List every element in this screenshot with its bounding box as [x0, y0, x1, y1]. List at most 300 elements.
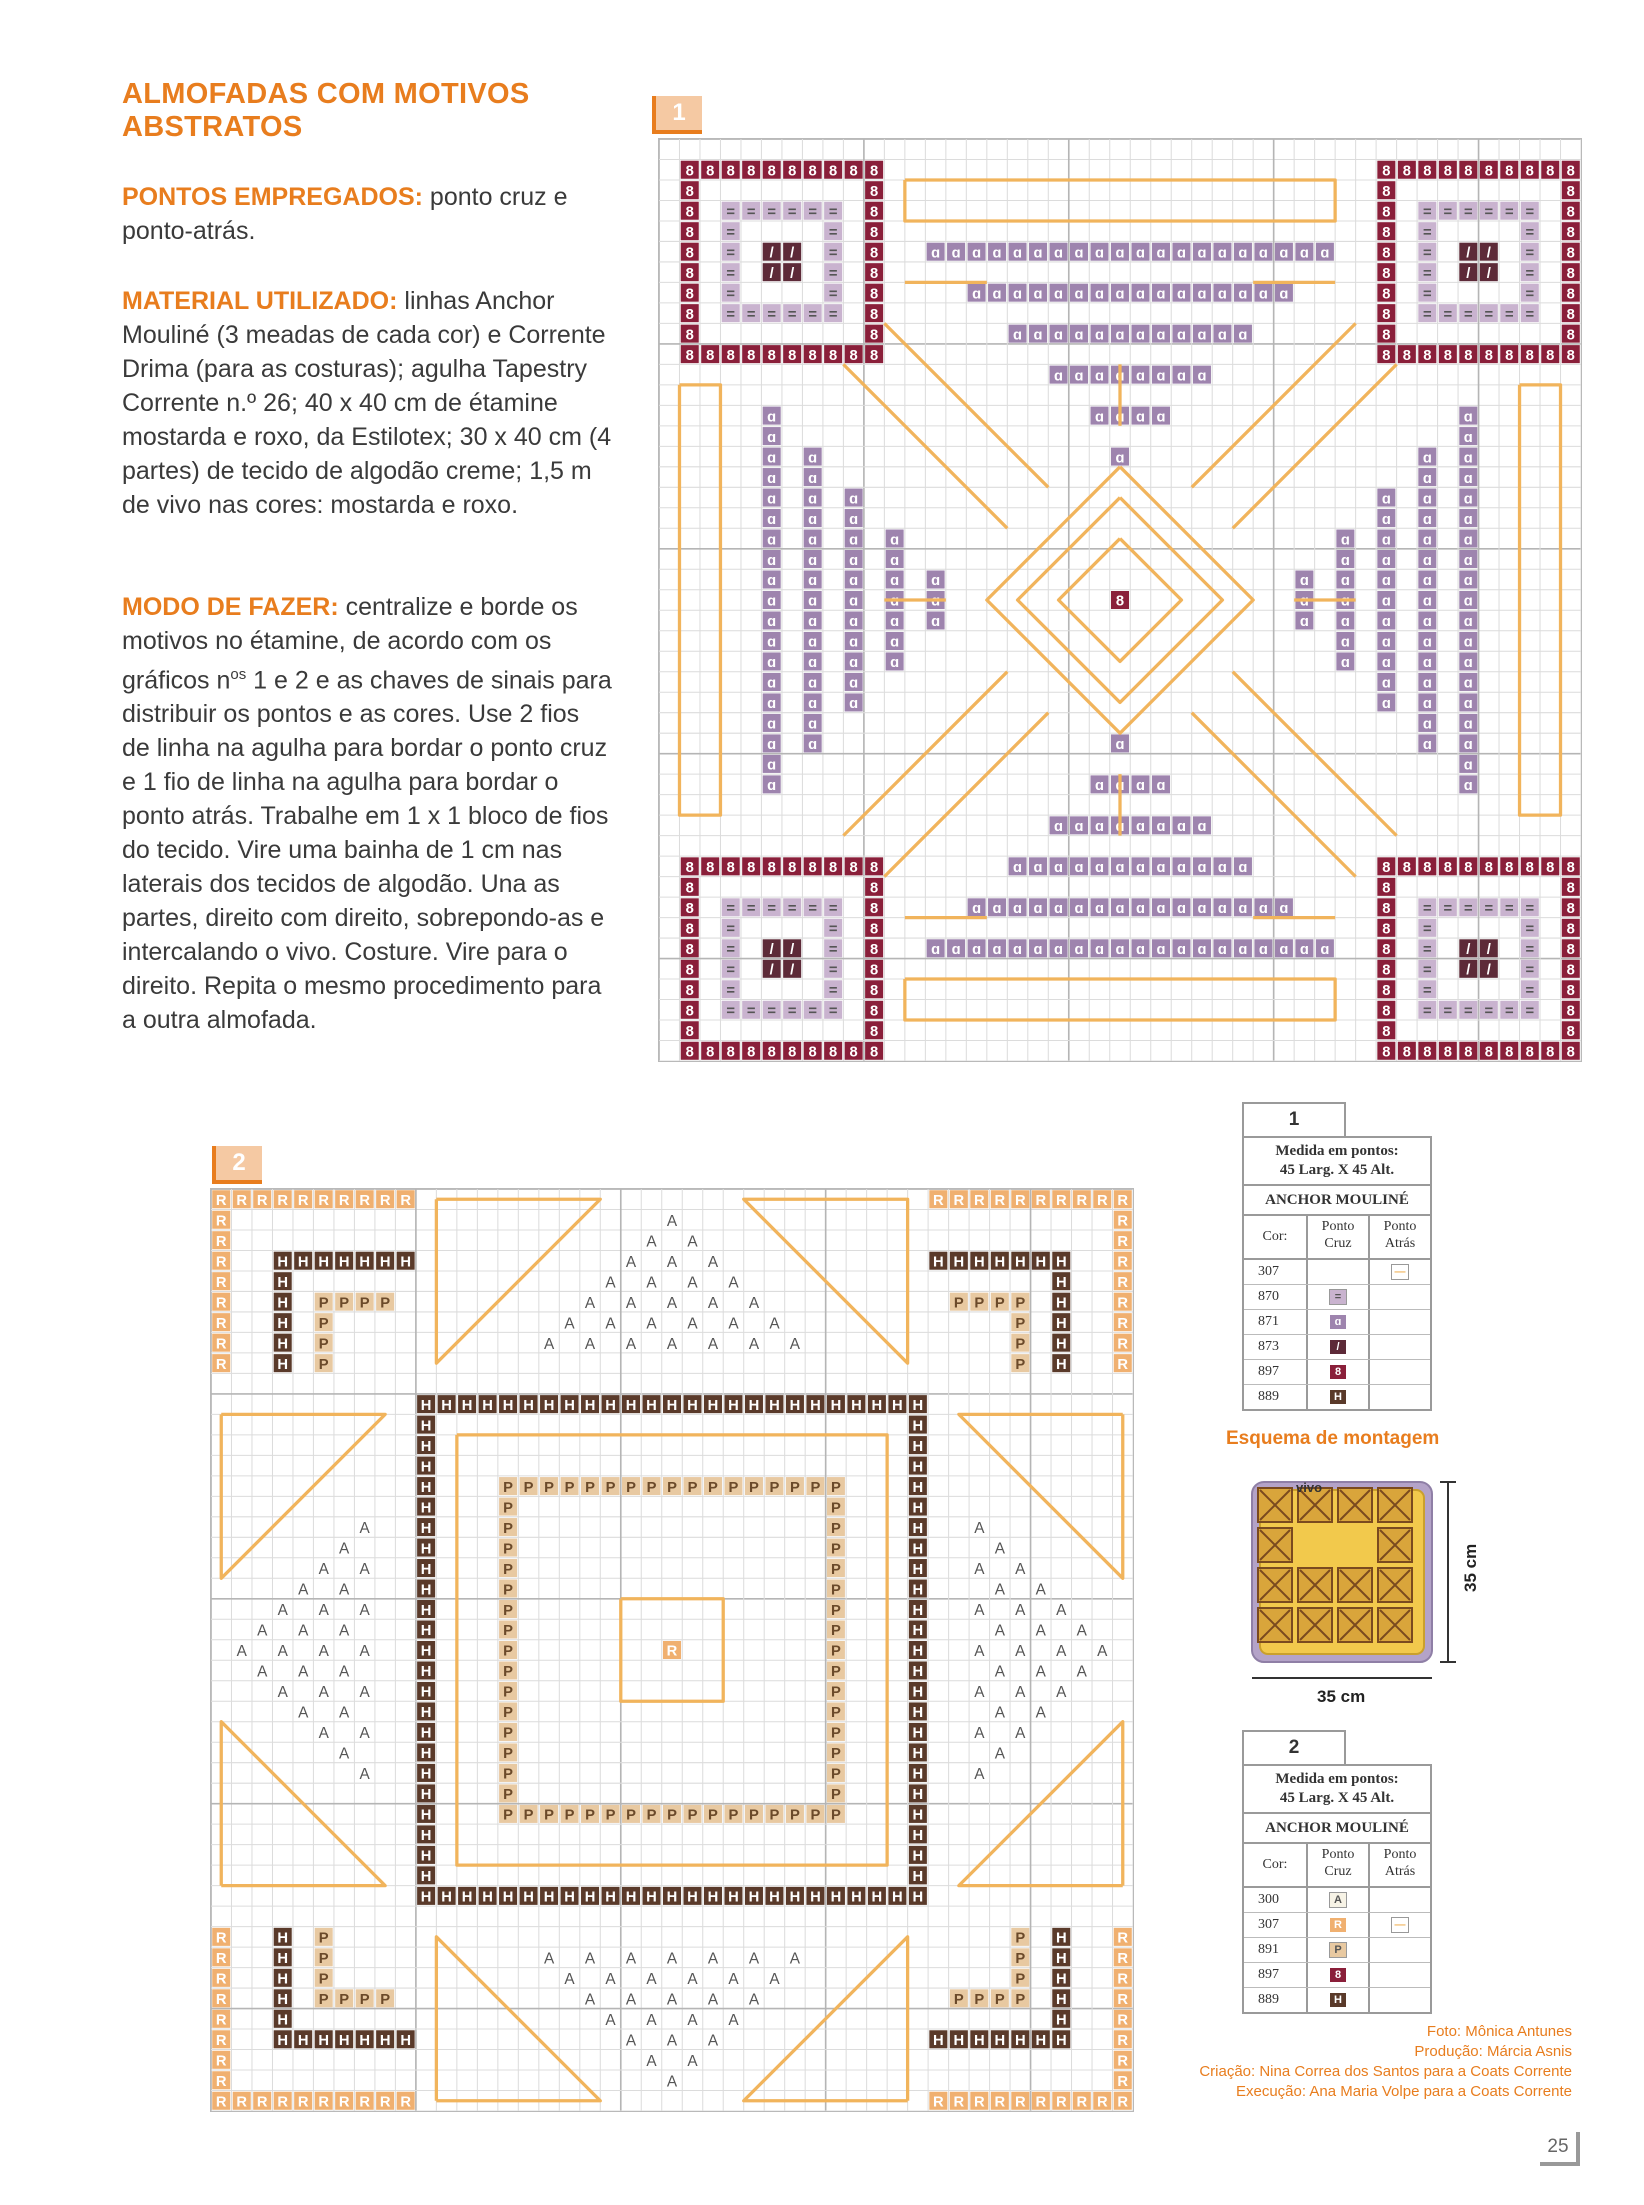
stitch-symbol: [829, 983, 838, 999]
stitch-symbol: [1056, 1684, 1067, 1701]
stitch-symbol: [913, 1398, 924, 1414]
stitch-symbol: [931, 942, 940, 958]
stitch-symbol: [931, 573, 940, 589]
stitch-symbol: [319, 1357, 329, 1373]
stitch-symbol: [1177, 368, 1186, 384]
stitch-symbol: [585, 1950, 596, 1967]
stitch-symbol: [808, 512, 817, 528]
stitch-symbol: [1464, 512, 1473, 528]
stitch-symbol: [503, 1541, 513, 1557]
stitch-symbol: [1054, 245, 1063, 261]
stitch-symbol: [1382, 184, 1390, 200]
key-color-code: 891: [1244, 1938, 1308, 1962]
stitch-symbol: [1525, 286, 1534, 302]
stitch-symbol: [972, 286, 981, 302]
stitch-symbol: [913, 1500, 924, 1516]
stitch-symbol: [1444, 163, 1452, 179]
stitch-symbol: [544, 1398, 555, 1414]
stitch-symbol: [319, 1316, 329, 1332]
stitch-symbol: [1423, 307, 1432, 323]
modo-sup: os: [230, 666, 247, 683]
stitch-symbol: [1036, 1582, 1047, 1599]
stitch-symbol: [626, 1890, 637, 1906]
stitch-symbol: [954, 2094, 965, 2110]
stitch-symbol: [831, 1541, 841, 1557]
stitch-symbol: [831, 1808, 841, 1824]
stitch-symbol: [1466, 245, 1470, 261]
stitch-symbol: [829, 348, 837, 364]
stitch-symbol: [1382, 204, 1390, 220]
stitch-symbol: [1015, 2033, 1026, 2049]
stitch-symbol: [544, 1336, 555, 1353]
stitch-symbol: [360, 1295, 370, 1311]
stitch-symbol: [1567, 163, 1575, 179]
stitch-symbol: [872, 1398, 883, 1414]
stitch-symbol: [767, 573, 776, 589]
stitch-symbol: [1279, 942, 1288, 958]
stitch-symbol: [728, 1971, 739, 1988]
stitch-symbol: [565, 1808, 575, 1824]
stitch-symbol: [1423, 1044, 1431, 1060]
stitch-symbol: [1034, 942, 1043, 958]
stitch-symbol: [913, 1767, 924, 1783]
stitch-symbol: [319, 1725, 330, 1742]
stitch-symbol: [974, 1254, 985, 1270]
stitch-symbol: [1034, 860, 1043, 876]
stitch-symbol: [380, 1193, 391, 1209]
stitch-symbol: [1423, 553, 1432, 569]
stitch-symbol: [421, 1582, 432, 1598]
stitch-symbol: [1156, 901, 1165, 917]
modo-label: MODO DE FAZER:: [122, 593, 339, 621]
stitch-symbol: [790, 1480, 800, 1496]
stitch-symbol: [831, 1623, 841, 1639]
stitch-symbol: [829, 1004, 838, 1020]
stitch-symbol: [1444, 1004, 1453, 1020]
stitch-symbol: [277, 1357, 288, 1373]
stitch-symbol: [1382, 225, 1390, 241]
stitch-symbol: [770, 245, 774, 261]
stitch-symbol: [870, 1004, 878, 1020]
stitch-symbol: [726, 307, 735, 323]
stitch-symbol: [1015, 1951, 1025, 1967]
material-text: linhas Anchor Mouliné (3 meadas de cada cor) e Corrente Drima (para as costuras); agulha Tapestry Corrente n.º 26; 40 x 40 cm de étamine mostarda e roxo, da Estilotex; 30 x 40 cm (4 partes) de tecido de algodão creme; 1,5 m de vivo nas cores: mostarda e roxo.: [122, 287, 612, 519]
stitch-symbol: [1464, 717, 1473, 733]
stitch-symbol: [729, 1480, 739, 1496]
stitch-symbol: [359, 1193, 370, 1209]
stitch-symbol: [726, 922, 735, 938]
stitch-symbol: [913, 1849, 924, 1865]
key-cross-swatch: A: [1329, 1892, 1347, 1908]
stitch-symbol: [667, 1950, 678, 1967]
stitch-symbol: [687, 1398, 698, 1414]
stitch-symbol: [1423, 245, 1432, 261]
stitch-symbol: [686, 942, 694, 958]
stitch-symbol: [708, 1254, 719, 1271]
stitch-symbol: [728, 1890, 739, 1906]
stitch-symbol: [995, 1746, 1006, 1763]
stitch-symbol: [667, 1890, 678, 1906]
stitch-symbol: [216, 2054, 227, 2070]
stitch-symbol: [298, 1664, 309, 1681]
credit-line: Produção: Márcia Asnis: [1414, 2043, 1572, 2060]
stitch-symbol: [1156, 409, 1165, 425]
stitch-symbol: [1013, 286, 1022, 302]
stitch-symbol: [829, 286, 838, 302]
stitch-symbol: [646, 1890, 657, 1906]
key-cross-swatch: ɑ: [1330, 1315, 1346, 1329]
stitch-symbol: [318, 1254, 329, 1270]
stitch-symbol: [1117, 2054, 1128, 2070]
stitch-symbol: [1484, 901, 1493, 917]
stitch-symbol: [1423, 901, 1432, 917]
stitch-symbol: [1197, 327, 1206, 343]
stitch-symbol: [974, 2033, 985, 2049]
stitch-symbol: [1077, 1664, 1088, 1681]
stitch-symbol: [1567, 881, 1575, 897]
stitch-symbol: [767, 204, 776, 220]
stitch-symbol: [890, 594, 899, 610]
stitch-symbol: [1525, 983, 1534, 999]
stitch-symbol: [605, 2012, 616, 2029]
stitch-symbol: [1259, 901, 1268, 917]
stitch-symbol: [626, 1254, 637, 1271]
stitch-symbol: [831, 1787, 841, 1803]
stitch-symbol: [1075, 901, 1084, 917]
stitch-symbol: [1464, 635, 1473, 651]
stitch-symbol: [952, 245, 961, 261]
stitch-symbol: [646, 1274, 657, 1291]
stitch-symbol: [767, 491, 776, 507]
stitch-symbol: [850, 1044, 858, 1060]
stitch-symbol: [626, 1295, 637, 1312]
stitch-symbol: [1525, 901, 1534, 917]
stitch-symbol: [1382, 1044, 1390, 1060]
stitch-symbol: [767, 778, 776, 794]
stitch-symbol: [1279, 286, 1288, 302]
stitch-symbol: [1156, 245, 1165, 261]
stitch-symbol: [1054, 327, 1063, 343]
stitch-symbol: [849, 635, 858, 651]
stitch-symbol: [686, 881, 694, 897]
stitch-symbol: [1136, 409, 1145, 425]
stitch-symbol: [1054, 368, 1063, 384]
credits: [1199, 2022, 1572, 2102]
stitch-symbol: [626, 1398, 637, 1414]
stitch-symbol: [1056, 1992, 1067, 2008]
stitch-symbol: [564, 1398, 575, 1414]
stitch-symbol: [1423, 163, 1431, 179]
stitch-symbol: [1054, 819, 1063, 835]
stitch-symbol: [1464, 676, 1473, 692]
stitch-symbol: [1505, 204, 1514, 220]
stitch-symbol: [913, 1439, 924, 1455]
stitch-symbol: [687, 1233, 698, 1250]
page-number: 25: [1540, 2132, 1580, 2166]
stitch-symbol: [1464, 778, 1473, 794]
stitch-symbol: [892, 1398, 903, 1414]
stitch-symbol: [686, 1004, 694, 1020]
stitch-symbol: [319, 1684, 330, 1701]
stitch-symbol: [339, 2033, 350, 2049]
key-color-code: 307: [1244, 1260, 1308, 1284]
stitch-symbol: [319, 1336, 329, 1352]
stitch-symbol: [809, 163, 817, 179]
stitch-symbol: [870, 922, 878, 938]
key-2-size2: 45 Larg. X 45 Alt.: [1279, 1790, 1395, 1806]
stitch-symbol: [706, 348, 714, 364]
stitch-symbol: [647, 1808, 657, 1824]
key-color-code: 889: [1244, 1988, 1308, 2012]
stitch-symbol: [360, 1992, 370, 2008]
stitch-symbol: [339, 1623, 350, 1640]
stitch-symbol: [747, 1004, 756, 1020]
stitch-symbol: [1382, 512, 1391, 528]
stitch-symbol: [993, 942, 1002, 958]
stitch-symbol: [726, 225, 735, 241]
stitch-symbol: [1136, 942, 1145, 958]
stitch-symbol: [1423, 922, 1432, 938]
stitch-symbol: [503, 1664, 513, 1680]
stitch-symbol: [1567, 286, 1575, 302]
stitch-symbol: [319, 1992, 329, 2008]
stitch-symbol: [1117, 1254, 1128, 1270]
stitch-symbol: [441, 1890, 452, 1906]
stitch-symbol: [1464, 450, 1473, 466]
stitch-symbol: [1036, 1623, 1047, 1640]
stitch-symbol: [400, 1193, 411, 1209]
stitch-symbol: [1035, 2094, 1046, 2110]
stitch-symbol: [810, 1398, 821, 1414]
stitch-symbol: [1115, 737, 1124, 753]
stitch-symbol: [421, 1726, 432, 1742]
key-back-swatch: —: [1391, 1264, 1409, 1280]
stitch-symbol: [706, 1044, 714, 1060]
stitch-symbol: [747, 163, 755, 179]
stitch-symbol: [870, 204, 878, 220]
stitch-symbol: [747, 204, 756, 220]
stitch-symbol: [1054, 286, 1063, 302]
stitch-symbol: [870, 881, 878, 897]
stitch-symbol: [726, 942, 735, 958]
stitch-symbol: [319, 1972, 329, 1988]
pontos-text: ponto cruz e ponto-atrás.: [122, 183, 568, 245]
stitch-symbol: [1056, 1357, 1067, 1373]
stitch-symbol: [767, 901, 776, 917]
stitch-symbol: [831, 1398, 842, 1414]
stitch-symbol: [829, 942, 838, 958]
stitch-symbol: [851, 1890, 862, 1906]
stitch-symbol: [1423, 676, 1432, 692]
stitch-symbol: [1035, 1193, 1046, 1209]
stitch-symbol: [1341, 655, 1350, 671]
stitch-symbol: [1156, 942, 1165, 958]
stitch-symbol: [1156, 368, 1165, 384]
stitch-symbol: [647, 1480, 657, 1496]
stitch-symbol: [831, 1726, 841, 1742]
stitch-symbol: [1056, 1931, 1067, 1947]
stitch-symbol: [1238, 942, 1247, 958]
stitch-symbol: [257, 1664, 268, 1681]
stitch-symbol: [831, 1500, 841, 1516]
stitch-symbol: [585, 1398, 596, 1414]
stitch-symbol: [913, 1787, 924, 1803]
stitch-symbol: [1013, 245, 1022, 261]
stitch-symbol: [236, 1193, 247, 1209]
stitch-symbol: [1056, 1972, 1067, 1988]
stitch-symbol: [913, 1685, 924, 1701]
stitch-symbol: [727, 860, 735, 876]
stitch-symbol: [994, 2033, 1005, 2049]
stitch-symbol: [585, 1890, 596, 1906]
key-1-head-cross: Ponto Cruz: [1308, 1216, 1370, 1258]
stitch-symbol: [277, 1972, 288, 1988]
stitch-symbol: [1177, 901, 1186, 917]
key-1-size2: 45 Larg. X 45 Alt.: [1279, 1162, 1395, 1178]
stitch-symbol: [788, 901, 797, 917]
stitch-symbol: [1320, 245, 1329, 261]
key-2-size: Medida em pontos:: [1275, 1771, 1399, 1787]
stitch-symbol: [421, 1541, 432, 1557]
stitch-symbol: [788, 1004, 797, 1020]
stitch-symbol: [503, 1562, 513, 1578]
stitch-symbol: [1013, 942, 1022, 958]
stitch-symbol: [1177, 286, 1186, 302]
stitch-symbol: [788, 1044, 796, 1060]
stitch-symbol: [706, 163, 714, 179]
stitch-symbol: [1525, 922, 1534, 938]
stitch-symbol: [1484, 307, 1493, 323]
stitch-symbol: [995, 1623, 1006, 1640]
stitch-symbol: [1035, 2033, 1046, 2049]
stitch-symbol: [1015, 1931, 1025, 1947]
stitch-symbol: [790, 1890, 801, 1906]
stitch-symbol: [1197, 368, 1206, 384]
stitch-symbol: [400, 2033, 411, 2049]
stitch-symbol: [1116, 594, 1124, 610]
stitch-symbol: [1382, 266, 1390, 282]
stitch-symbol: [747, 348, 755, 364]
stitch-symbol: [769, 1890, 780, 1906]
stitch-symbol: [974, 1684, 985, 1701]
stitch-symbol: [686, 286, 694, 302]
stitch-symbol: [1423, 696, 1432, 712]
stitch-symbol: [1095, 409, 1104, 425]
stitch-symbol: [747, 1044, 755, 1060]
stitch-symbol: [1015, 1316, 1025, 1332]
stitch-symbol: [933, 2094, 944, 2110]
stitch-symbol: [708, 1336, 719, 1353]
stitch-symbol: [788, 860, 796, 876]
stitch-symbol: [995, 1992, 1005, 2008]
stitch-symbol: [277, 2033, 288, 2049]
stitch-symbol: [400, 2094, 411, 2110]
stitch-symbol: [913, 1828, 924, 1844]
stitch-symbol: [931, 245, 940, 261]
stitch-symbol: [1382, 245, 1390, 261]
stitch-symbol: [1382, 1004, 1390, 1020]
stitch-symbol: [913, 1726, 924, 1742]
stitch-symbol: [1238, 860, 1247, 876]
stitch-symbol: [808, 573, 817, 589]
key-cross-swatch: 8: [1330, 1968, 1346, 1982]
stitch-symbol: [1485, 1044, 1493, 1060]
stitch-symbol: [1382, 163, 1390, 179]
stitch-symbol: [1423, 635, 1432, 651]
stitch-symbol: [1423, 1004, 1432, 1020]
stitch-symbol: [606, 1480, 616, 1496]
stitch-symbol: [931, 594, 940, 610]
stitch-symbol: [808, 717, 817, 733]
stitch-symbol: [831, 1603, 841, 1619]
stitch-symbol: [667, 2032, 678, 2049]
stitch-symbol: [1115, 286, 1124, 302]
stitch-symbol: [768, 163, 776, 179]
stitch-symbol: [1115, 245, 1124, 261]
stitch-symbol: [768, 860, 776, 876]
key-2-number: 2: [1242, 1730, 1346, 1764]
stitch-symbol: [994, 1254, 1005, 1270]
key-row: [1244, 1988, 1430, 2012]
stitch-symbol: [421, 1869, 432, 1885]
stitch-symbol: [767, 471, 776, 487]
stitch-symbol: [687, 1315, 698, 1332]
stitch-symbol: [1567, 225, 1575, 241]
stitch-symbol: [749, 1808, 759, 1824]
stitch-symbol: [972, 245, 981, 261]
assembly-diagram: [1240, 1468, 1490, 1708]
stitch-symbol: [1259, 286, 1268, 302]
stitch-symbol: [339, 1254, 350, 1270]
stitch-symbol: [1382, 860, 1390, 876]
stitch-symbol: [565, 1480, 575, 1496]
stitch-symbol: [1095, 901, 1104, 917]
stitch-symbol: [1567, 266, 1575, 282]
stitch-symbol: [1382, 573, 1391, 589]
stitch-symbol: [1156, 286, 1165, 302]
stitch-symbol: [952, 942, 961, 958]
stitch-symbol: [1444, 204, 1453, 220]
stitch-symbol: [708, 1950, 719, 1967]
stitch-symbol: [831, 1644, 841, 1660]
key-color-code: 897: [1244, 1963, 1308, 1987]
stitch-symbol: [790, 245, 794, 261]
stitch-symbol: [1546, 348, 1554, 364]
stitch-symbol: [1095, 286, 1104, 302]
stitch-symbol: [1156, 778, 1165, 794]
stitch-symbol: [277, 1951, 288, 1967]
stitch-symbol: [829, 963, 838, 979]
stitch-symbol: [667, 1254, 678, 1271]
stitch-symbol: [850, 860, 858, 876]
stitch-symbol: [1382, 594, 1391, 610]
stitch-symbol: [667, 2073, 678, 2090]
stitch-symbol: [808, 696, 817, 712]
stitch-symbol: [811, 1808, 821, 1824]
stitch-symbol: [1423, 963, 1432, 979]
stitch-symbol: [769, 1398, 780, 1414]
stitch-symbol: [767, 737, 776, 753]
stitch-symbol: [1466, 942, 1470, 958]
stitch-symbol: [278, 1643, 289, 1660]
stitch-symbol: [400, 1254, 411, 1270]
stitch-symbol: [585, 1808, 595, 1824]
stitch-symbol: [503, 1705, 513, 1721]
stitch-symbol: [1095, 942, 1104, 958]
stitch-symbol: [1423, 512, 1432, 528]
stitch-symbol: [1156, 327, 1165, 343]
stitch-symbol: [421, 1787, 432, 1803]
